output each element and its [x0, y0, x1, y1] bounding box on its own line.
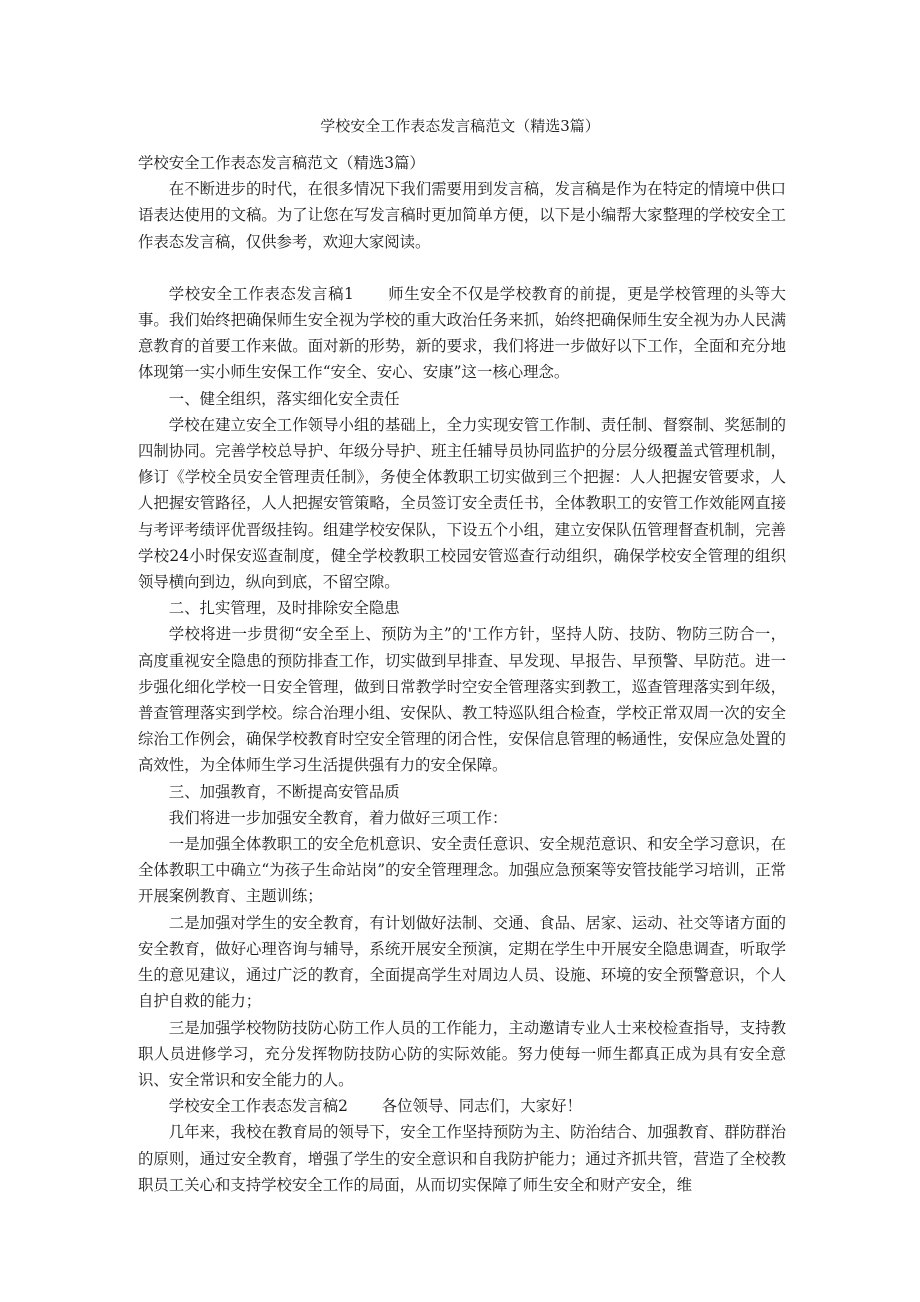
section2-body: 学校将进一步贯彻“安全至上、预防为主”的'工作方针，坚持人防、技防、物防三防合一，高度重视安全隐患的预防排查工作，切实做到早排查、早发现、早报告、早预警、早防范。进一步强化细化学校一日安全管理，做到日常教学时空安全管理落实到教工，巡查管理落实到年级，普查管理落实到学校。综合治理小组、安保队、教工特巡队组合检查，学校正常双周一次的安全综治工作例会，确保学校教育时空安全管理的闭合性，安保信息管理的畅通性，安保应急处置的高效性，为全体师生学习生活提供强有力的安全保障。: [138, 625, 786, 775]
section1-body: 学校在建立安全工作领导小组的基础上，全力实现安管工作制、责任制、督察制、奖惩制的四制协同。完善学校总导护、年级分导护、班主任辅导员协同监护的分层分级覆盖式管理机制，修订《学校全员安全管理责任制》，务使全体教职工切实做到三个把握：人人把握安管要求，人人把握安管路径，人人把握安管策略，全员签订安全责任书，全体教职工的安管工作效能网直接与考评考绩评优晋级挂钩。组建学校安保队，下设五个小组，建立安保队伍管理督查机制，完善学校24小时保安巡查制度，健全学校教职工校园安管巡查行动组织，确保学校安全管理的组织领导横向到边，纵向到底，不留空隙。: [138, 415, 786, 592]
intro-paragraph: 在不断进步的时代，在很多情况下我们需要用到发言稿，发言稿是作为在特定的情境中供口语表达使用的文稿。为了让您在写发言稿时更加简单方便，以下是小编帮大家整理的学校安全工作表态发言稿，仅供参考，欢迎大家阅读。: [138, 180, 786, 251]
section3-intro: 我们将进一步加强安全教育，着力做好三项工作：: [168, 808, 508, 827]
document-subtitle: 学校安全工作表态发言稿范文（精选3篇）: [138, 154, 425, 172]
speech1-heading: 学校安全工作表态发言稿1: [168, 284, 354, 303]
section2-title: 二、扎实管理，及时排除安全隐患: [168, 599, 400, 618]
speech2-greeting: 各位领导、同志们，大家好！: [381, 1097, 582, 1116]
speech1-opening: 师生安全不仅是学校教育的前提，更是学校管理的头等大事。我们始终把确保师生安全视为学校的重大政治任务来抓，始终把确保师生安全视为办人民满意教育的首要工作来做。面对新的形势，新的要求，我们将进一步做好以下工作，全面和充分地体现第一实小师生安保工作“安全、安心、安康”这一核心理念。: [138, 284, 786, 382]
section3-title: 三、加强教育，不断提高安管品质: [168, 782, 400, 801]
document-body: [138, 150, 786, 1198]
speech2-body: 几年来，我校在教育局的领导下，安全工作坚持预防为主、防治结合、加强教育、群防群治的原则，通过安全教育，增强了学生的安全意识和自我防护能力；通过齐抓共管，营造了全校教职员工关心和支持学校安全工作的局面，从而切实保障了师生安全和财产安全，维: [138, 1123, 786, 1194]
speech2-heading: 学校安全工作表态发言稿2: [168, 1097, 348, 1116]
section3-item-2: 二是加强对学生的安全教育，有计划做好法制、交通、食品、居家、运动、社交等诸方面的安全教育，做好心理咨询与辅导，系统开展安全预演，定期在学生中开展安全隐患调查，听取学生的意见建议，通过广泛的教育，全面提高学生对周边人员、设施、环境的安全预警意识，个人自护自救的能力；: [138, 913, 786, 1011]
section3-item-3: 三是加强学校物防技防心防工作人员的工作能力，主动邀请专业人士来校检查指导，支持教职人员进修学习，充分发挥物防技防心防的实际效能。努力使每一师生都真正成为具有安全意识、安全常识和安全能力的人。: [138, 1018, 786, 1089]
section1-title: 一、健全组织，落实细化安全责任: [168, 389, 400, 408]
document-title: 学校安全工作表态发言稿范文（精选3篇）: [320, 117, 600, 135]
paragraph-gap: [138, 255, 786, 281]
speech2-heading-paragraph: [138, 1093, 786, 1119]
speech1-opening-paragraph: [138, 281, 786, 386]
section3-item-1: 一是加强全体教职工的安全危机意识、安全责任意识、安全规范意识、和安全学习意识，在全体教职工中确立“为孩子生命站岗”的安全管理理念。加强应急预案等安管技能学习培训，正常开展案例教育、主题训练；: [138, 835, 786, 906]
